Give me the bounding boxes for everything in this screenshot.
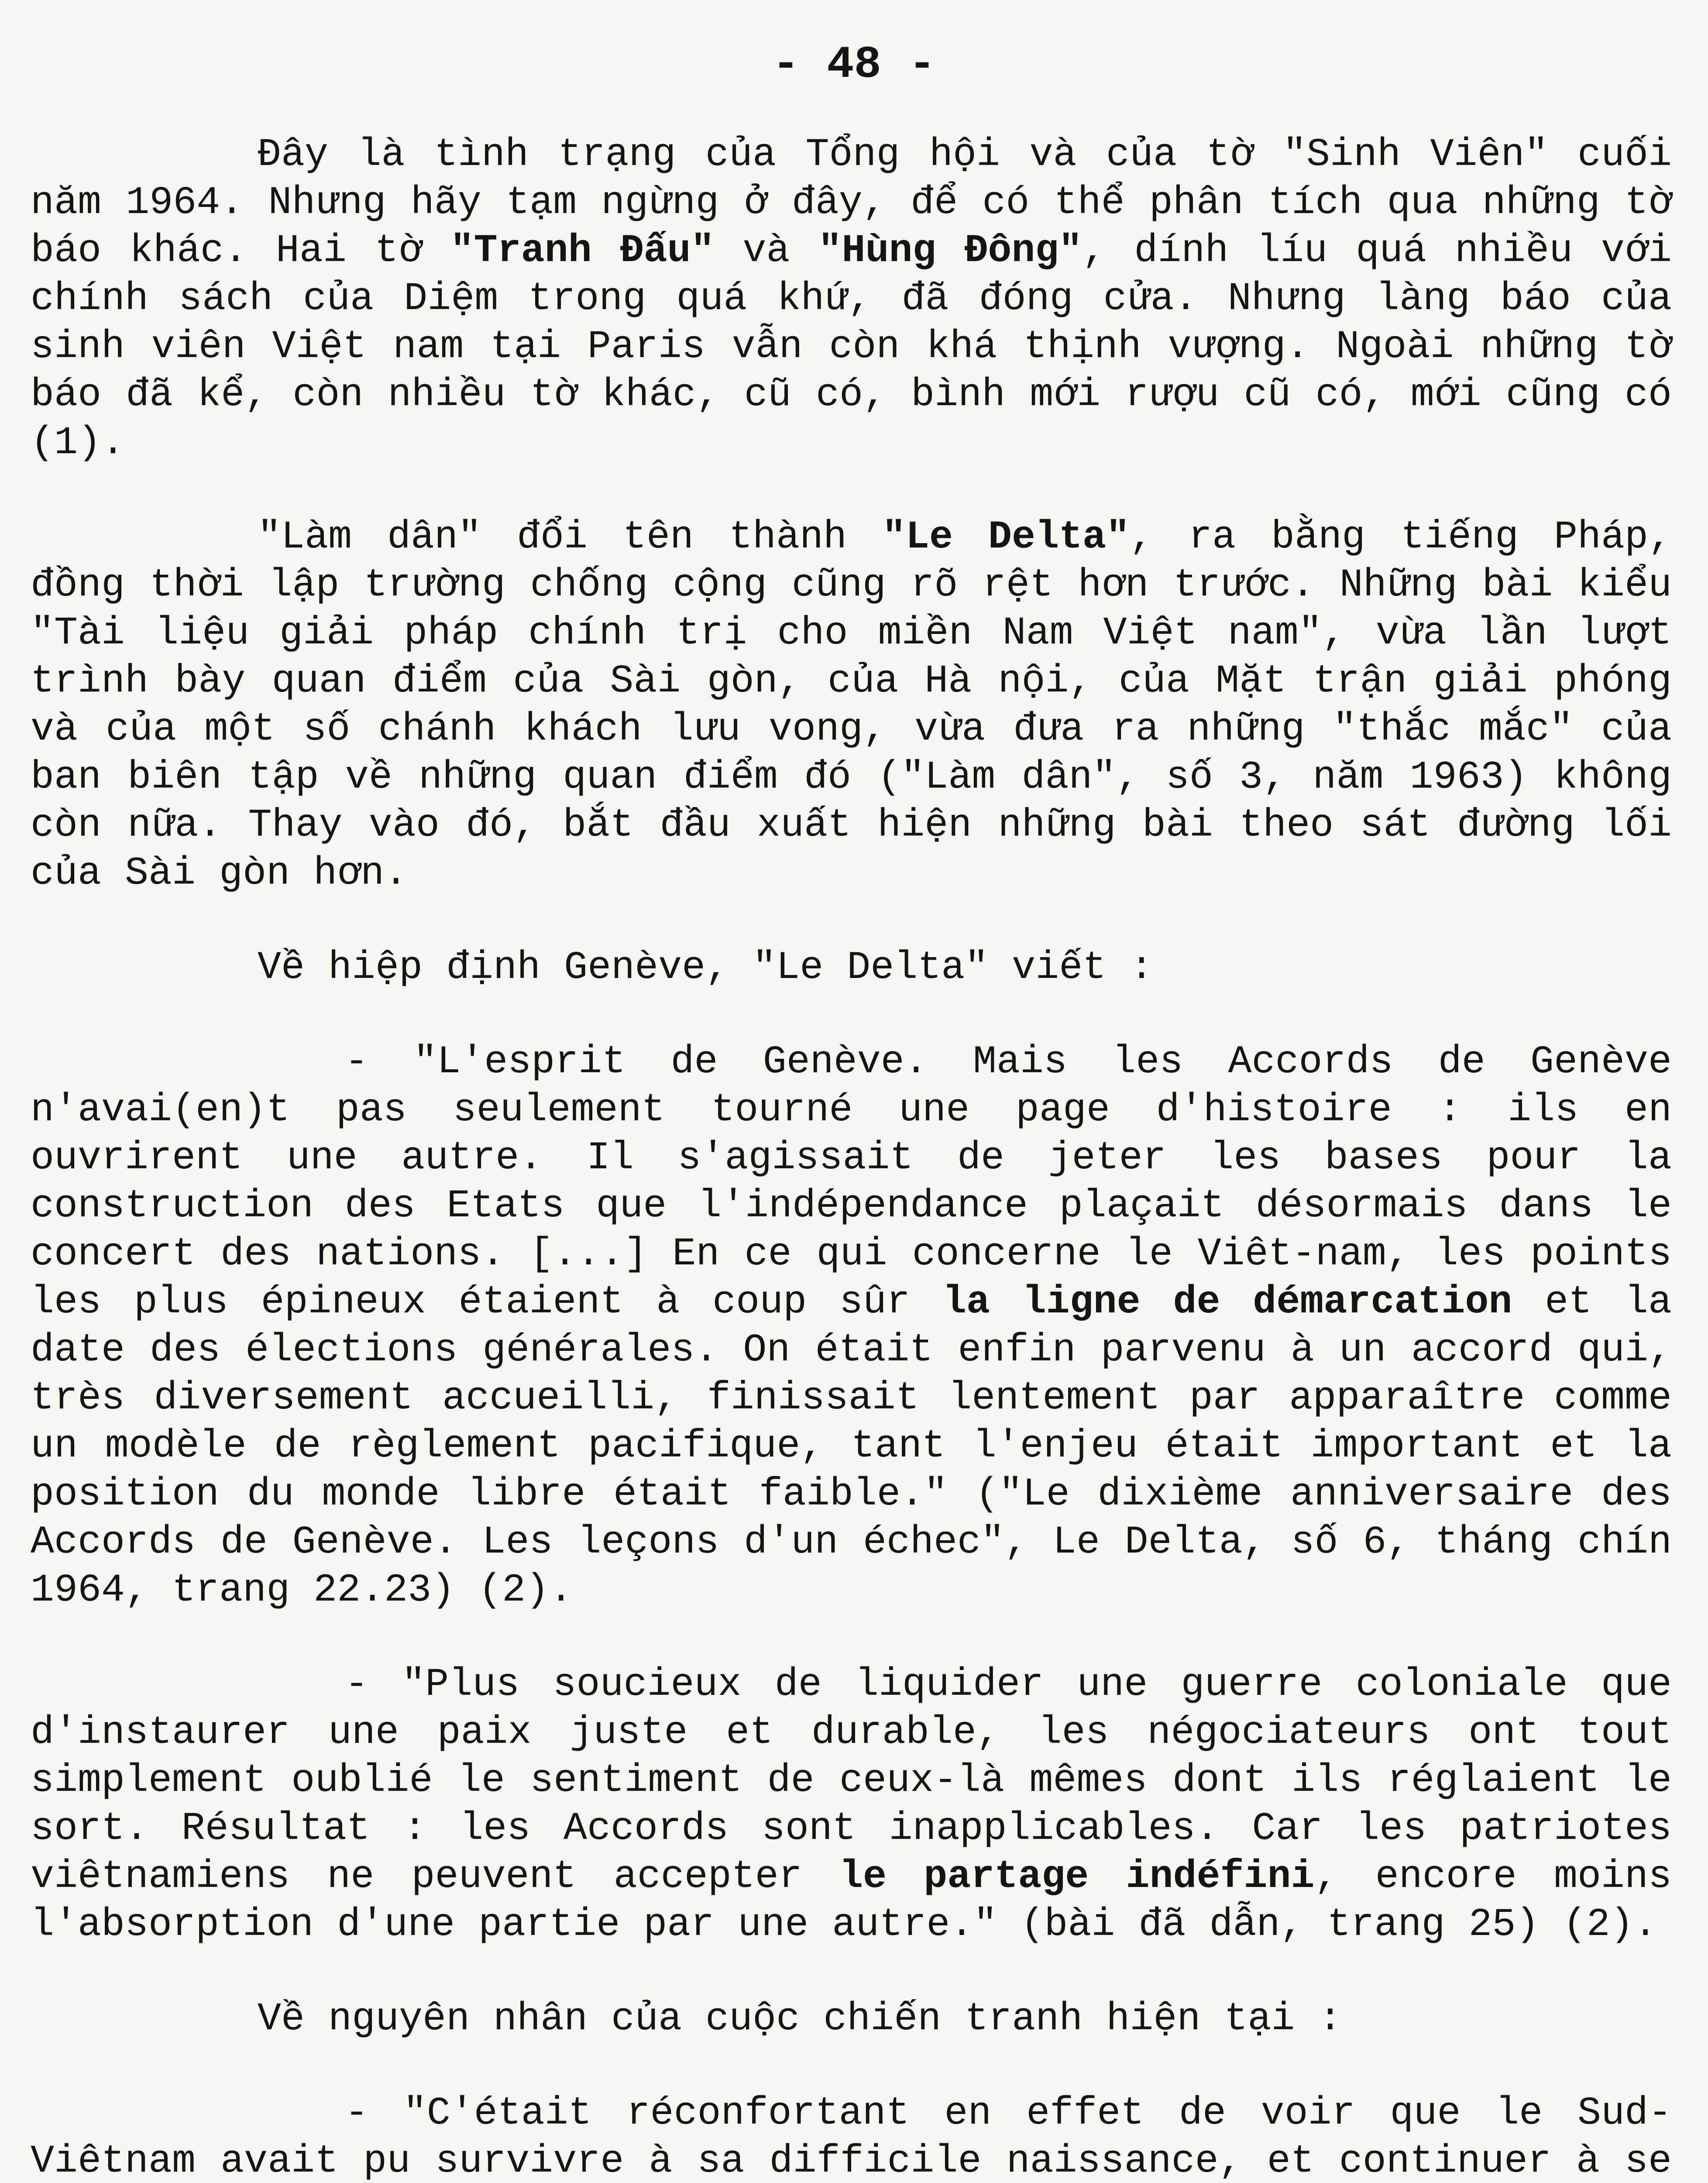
quote-1 bbox=[31, 1038, 1672, 1615]
q2-text-2: , encore moins l'absorption d'une partie par une autre." (bài đã dẫn, trang 25) (2). bbox=[31, 1855, 1672, 1947]
p2-text-2: , ra bằng tiếng Pháp, đồng thời lập trường chống cộng cũng rõ rệt hơn trước. Những bài kiểu "Tài liệu giải pháp chính trị cho miền Nam Việt nam", vừa lần lượt trình bày quan điểm của Sài gòn, của Hà nội, của Mặt trận giải phóng và của một số chánh khách lưu vong, vừa đưa ra những "thắc mắc" của ban biên tập về những quan điểm đó ("Làm dân", số 3, năm 1963) không còn nữa. Thay vào đó, bắt đầu xuất hiện những bài theo sát đường lối của Sài gòn hơn. bbox=[31, 515, 1672, 896]
q2-text-1: - "Plus soucieux de liquider une guerre coloniale que d'instaurer une paix juste et durable, les négociateurs ont tout simplement oublié le sentiment de ceux-là mêmes dont ils réglaient le sort. Résultat : les Accords sont inapplicables. Car les patriotes viêtnamiens ne peuvent accepter bbox=[31, 1663, 1672, 1899]
paragraph-1 bbox=[31, 131, 1672, 467]
paragraph-2 bbox=[31, 513, 1672, 898]
paragraph-3: Về hiệp định Genève, "Le Delta" viết : bbox=[258, 946, 1154, 990]
body-text bbox=[31, 131, 1672, 2183]
quote-3: - "C'était réconfortant en effet de voir que le Sud-Viêtnam avait pu survivre à sa difficile naissance, et continuer à se bbox=[31, 2091, 1672, 2183]
q1-bold: la ligne de démarcation bbox=[942, 1280, 1512, 1325]
q1-text-1: - "L'esprit de Genève. Mais les Accords de Genève n'avai(en)t pas seulement tourné une page d'histoire : ils en ouvrirent une autre. Il s'agissait de jeter les bases pour la construction des Etats que l'indépendance plaçait désormais dans le concert des nations. [...] En ce qui concerne le Viêt-nam, les points les plus épineux étaient à coup sûr bbox=[31, 1040, 1672, 1325]
q2-bold: le partage indéfini bbox=[839, 1855, 1315, 1899]
p1-bold-hung-dong: "Hùng Đông" bbox=[818, 229, 1083, 273]
p1-text-1: Đây là tình trạng của Tổng hội và của tờ "Sinh Viên" cuối năm 1964. Nhưng hãy tạm ngừng ở đây, để có thể phân tích qua những tờ báo khác. Hai tờ bbox=[31, 133, 1672, 273]
q1-text-2: et la date des élections générales. On était enfin parvenu à un accord qui, très diversement accueilli, finissait lentement par apparaître comme un modèle de règlement pacifique, tant l'enjeu était important et la position du monde libre était faible." ("Le dixième anniversaire des Accords de Genève. Les leçons d'un échec", Le Delta, số 6, tháng chín 1964, trang 22.23) (2). bbox=[31, 1280, 1672, 1613]
quote-2 bbox=[31, 1661, 1672, 1949]
page-number: - 48 - bbox=[772, 39, 936, 91]
p1-text-3: , dính líu quá nhiều với chính sách của Diệm trong quá khứ, đã đóng cửa. Nhưng làng báo của sinh viên Việt nam tại Paris vẫn còn khá thịnh vượng. Ngoài những tờ báo đã kể, còn nhiều tờ khác, cũ có, bình mới rượu cũ có, mới cũng có (1). bbox=[31, 229, 1672, 465]
p2-bold-le-delta: "Le Delta" bbox=[882, 515, 1130, 560]
paragraph-4: Về nguyên nhân của cuộc chiến tranh hiện tại : bbox=[258, 1997, 1342, 2042]
p1-text-2: và bbox=[714, 229, 818, 273]
p2-text-1: "Làm dân" đổi tên thành bbox=[258, 515, 882, 560]
p1-bold-tranh-dau: "Tranh Đấu" bbox=[450, 229, 715, 273]
